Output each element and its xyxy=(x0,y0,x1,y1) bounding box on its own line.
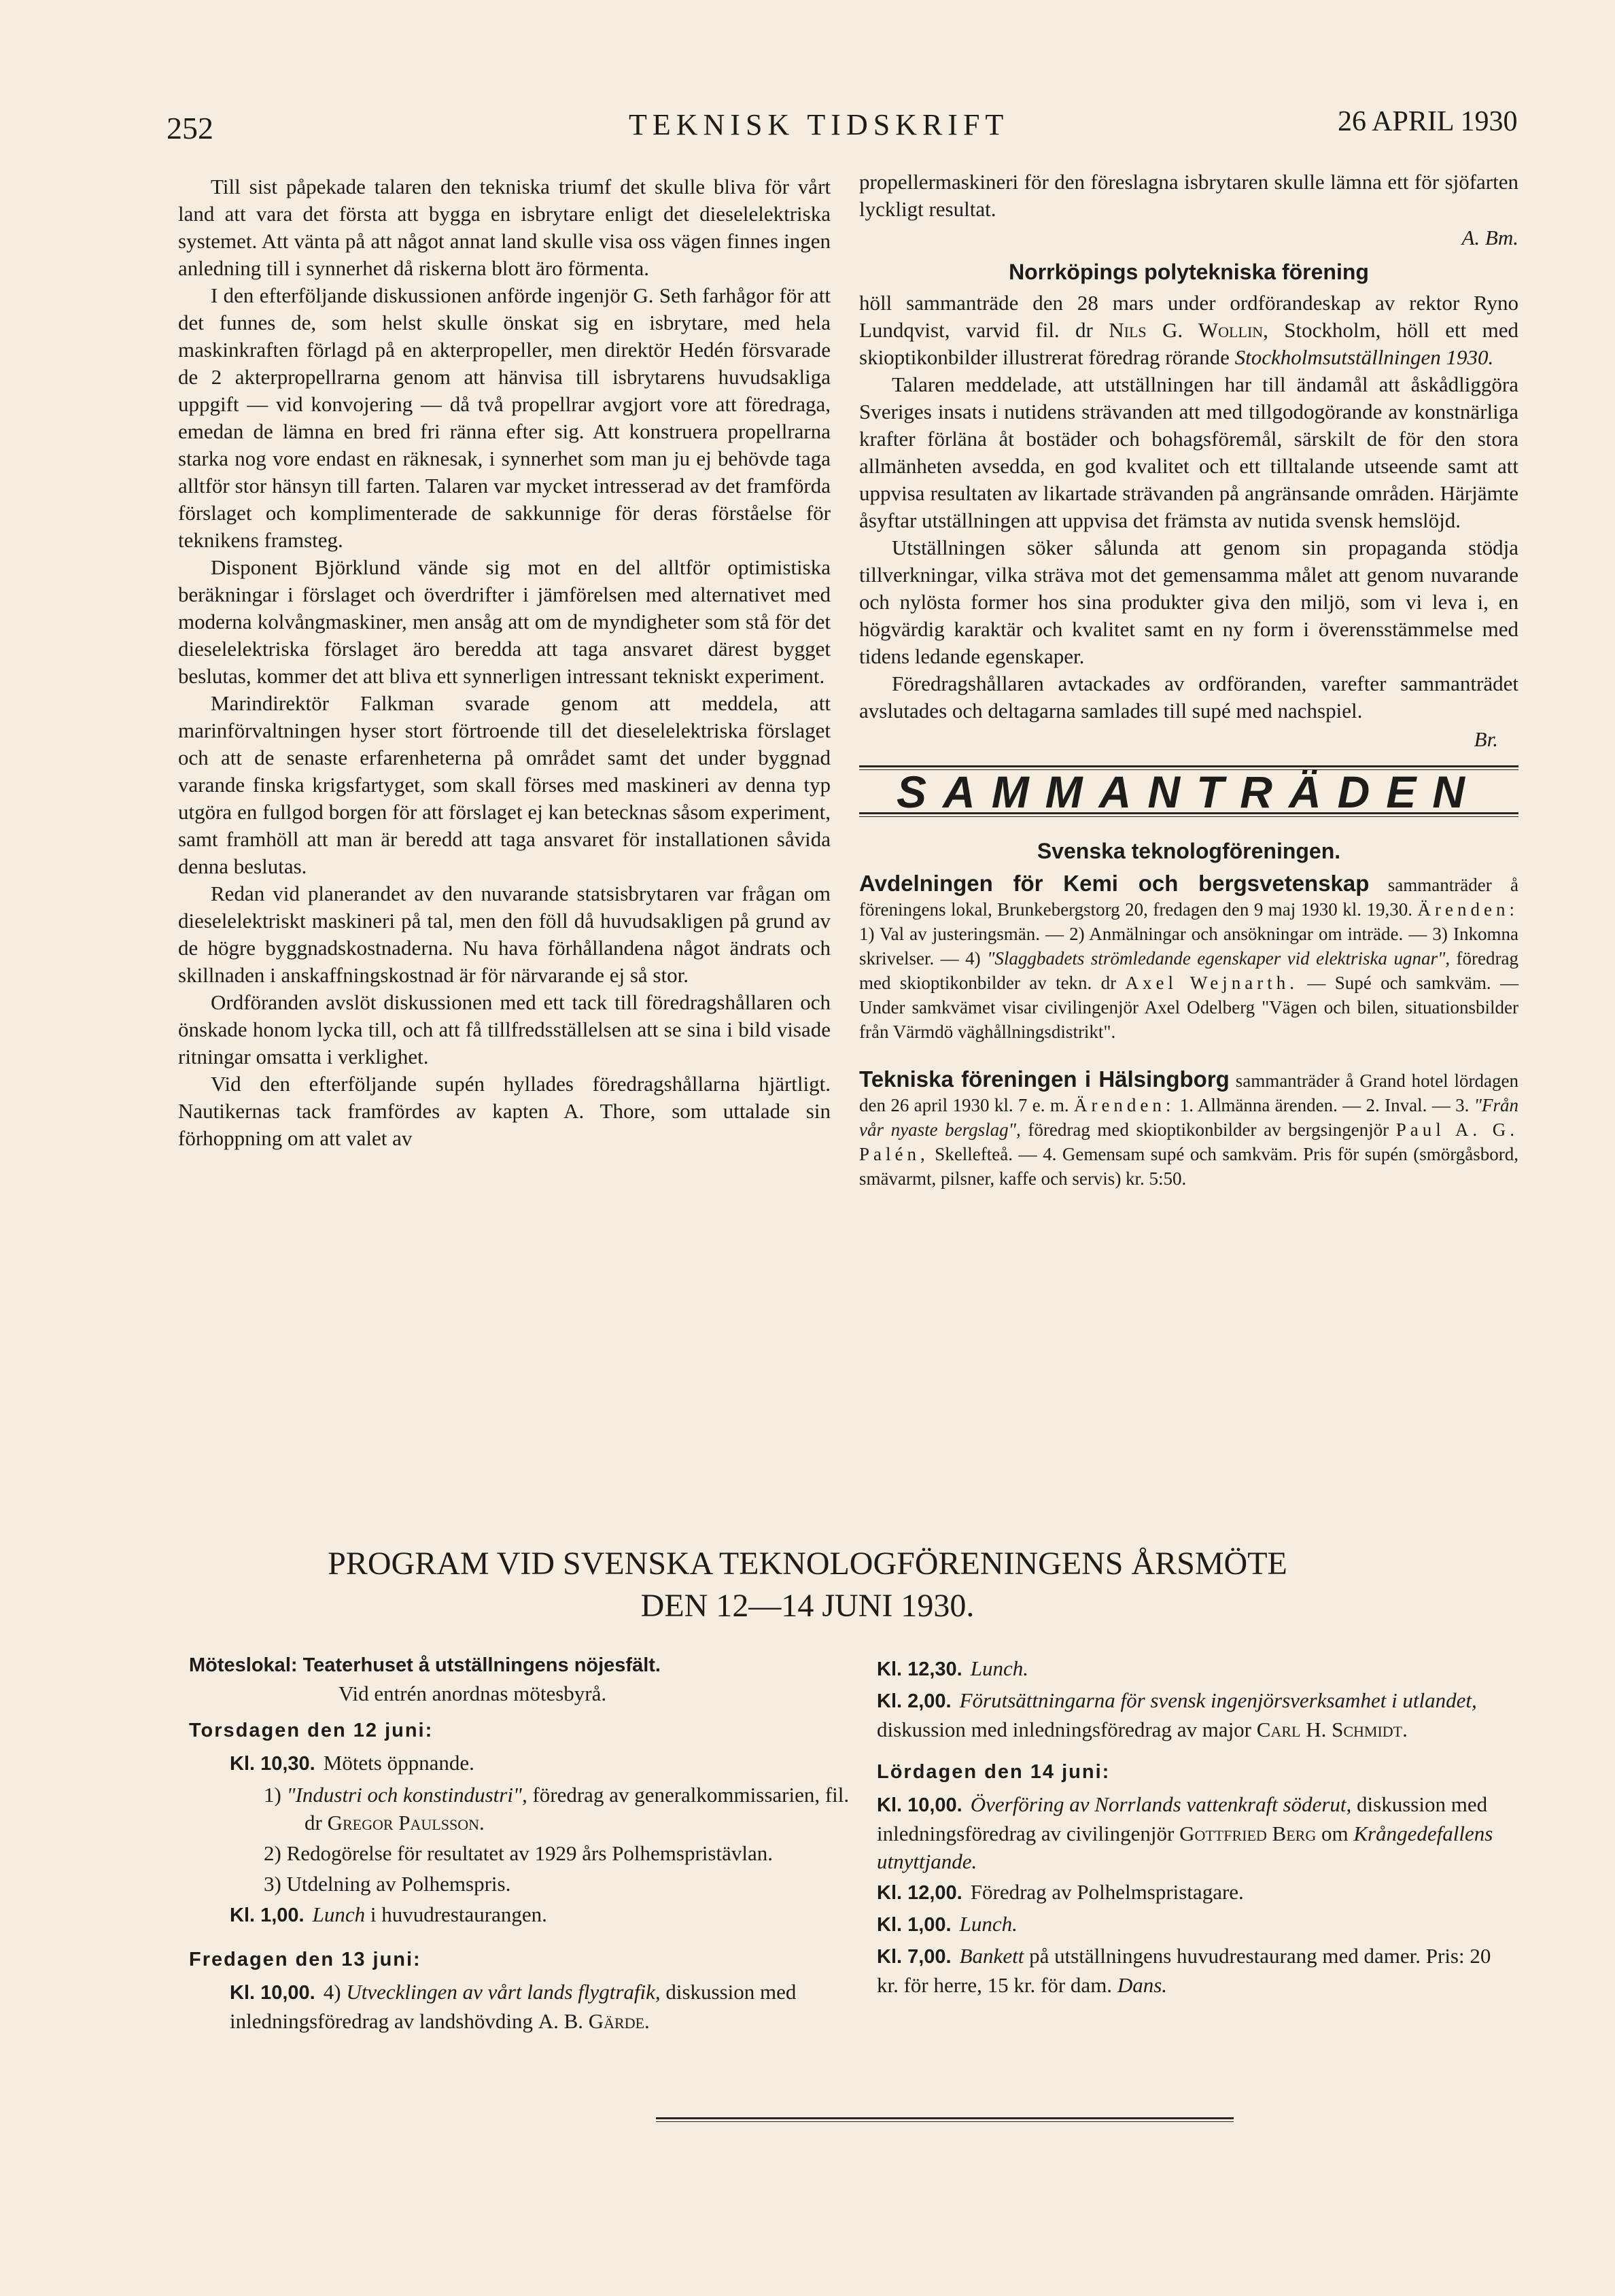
program-item: Kl. 10,00. 4) Utvecklingen av vårt lands flygtrafik, diskussion med inledningsföredrag av landshövding A. B. Gärde. xyxy=(230,1980,797,2033)
lecture-title: Stockholmsutställningen 1930. xyxy=(1234,345,1494,369)
page-number: 252 xyxy=(167,111,213,145)
paragraph: höll sammanträde den 28 mars under ordförandeskap av rektor Ryno Lundqvist, varvid fil. dr Nils G. Wollin, Stockholm, höll ett med skioptikonbilder illustrerat föredrag rörande Stockholmsutställningen 1930. xyxy=(859,291,1519,369)
paragraph: Talaren meddelade, att utställningen har till ändamål att åskådliggöra Sveriges insats i nutidens strävanden att med tillgodogörande av konstnärliga krafter förläna åt bostäder och bohagsföremål, särskilt de för den stora allmänheten avsedda, en god kvalitet och ett tilltalande utseende samt att uppvisa resultaten av likartade strävanden på angränsande områden. Härjämte åsyftar utställningen att uppvisa det främsta av nutida svensk hemslöjd. xyxy=(859,372,1518,532)
program-item: Kl. 12,00. Föredrag av Polhelmspristagare. xyxy=(877,1880,1244,1904)
paragraph: Vid den efterföljande supén hyllades föredragshållarna hjärtligt. Nautikernas tack framfördes av kapten A. Thore, som uttalade sin förhoppning om att valet av xyxy=(178,1072,831,1150)
running-title: TEKNISK TIDSKRIFT xyxy=(629,108,1009,141)
program-right-column xyxy=(877,1652,1516,2002)
program-item: Kl. 10,00. Överföring av Norrlands vattenkraft söderut, diskussion med inledningsföredrag av civilingenjör Gottfried Berg om Krångedefallens utnyttjande. xyxy=(877,1792,1493,1873)
program-item: Kl. 2,00. Förutsättningarna för svensk ingenjörsverksamhet i utlandet, diskussion med inledningsföredrag av major Carl H. Schmidt. xyxy=(877,1688,1477,1741)
right-column xyxy=(859,169,1518,1191)
meeting-notice: Avdelningen för Kemi och bergsvetenskap sammanträder å föreningens lokal, Brunkebergstorg 20, fredagen den 9 maj 1930 kl. 19,30. Ärenden: 1) Val av justeringsmän. — 2) Anmälningar och ansökningar om inträde. — 3) Inkomna skrivelser. — 4) "Slaggbadets strömledande egenskaper vid elektriska ugnar", föredrag med skioptikonbilder av tekn. dr Axel Wejnarth. — Supé och samkväm. — Under samkvämet visar civilingenjör Axel Odelberg "Vägen och bilen, situationsbilder från Värmdö väghållningsdistrikt". xyxy=(859,871,1519,1042)
program-item: 3) Utdelning av Polhemspris. xyxy=(264,1872,511,1896)
program-item: 1) "Industri och konstindustri", föredrag av generalkommissarien, fil. dr Gregor Paulsson. xyxy=(264,1783,850,1834)
paragraph: Redan vid planerandet av den nuvarande statsisbrytaren var frågan om dieselelektriskt maskineri på tal, men den föll då huvudsakligen på grund av de högre byggnadskostnaderna. Nu hava förhållandena något ändrats och skillnaden i anskaffningskostnad är för närvarande ej så stor. xyxy=(178,882,831,987)
paragraph: Disponent Björklund vände sig mot en del alltför optimistiska beräkningar i förslaget och överdrifter i jämförelsen med alternativet med moderna kolvångmaskiner, men ansåg att om de myndigheter som stå för det dieselelektriska förslaget äro beredda att taga ansvaret därest bygget beslutas, kommer det att bliva ett synnerligen intressant tekniskt experiment. xyxy=(178,555,831,688)
left-column xyxy=(178,173,831,1152)
meeting-notice: Tekniska föreningen i Hälsingborg sammanträder å Grand hotel lördagen den 26 april 1930 kl. 7 e. m. Ärenden: 1. Allmänna ärenden. — 2. Inval. — 3. "Från vår nyaste bergslag", föredrag med skioptikonbilder av bergsingenjör Paul A. G. Palén, Skellefteå. — 4. Gemensam supé och samkväm. Pris för supén (smörgåsbord, smävarmt, pilsner, kaffe och servis) kr. 5:50. xyxy=(859,1066,1519,1189)
paragraph: Utställningen söker sålunda att genom sin propaganda stödja tillverkningar, vilka sträva mot det gemensamma målet att genom nuvarande och nylösta former hos sina produkter giva den miljö, som vi leva i, en högvärdig karaktär och kvalitet samt en ny form i överensstämmelse med tidens ledande egenskaper. xyxy=(859,536,1518,668)
venue: Möteslokal: Teaterhuset å utställningens nöjesfält. xyxy=(189,1654,661,1676)
day-heading: Fredagen den 13 juni: xyxy=(189,1949,421,1970)
venue-note: Vid entrén anordnas mötesbyrå. xyxy=(338,1682,607,1705)
paragraph: Föredragshållaren avtackades av ordföranden, varefter sammanträdet avslutades och deltagarna samlades till supé med nachspiel. xyxy=(859,672,1518,723)
program-item: Kl. 1,00. Lunch. xyxy=(877,1912,1018,1936)
signature: A. Bm. xyxy=(1461,226,1518,249)
program-item: 2) Redogörelse för resultatet av 1929 års Polhemspristävlan. xyxy=(264,1841,773,1865)
program-item: Kl. 1,00. Lunch i huvudrestaurangen. xyxy=(230,1902,547,1926)
section-heading: Svenska teknologföreningen. xyxy=(1037,839,1341,863)
program-item: Kl. 10,30. Mötets öppnande. xyxy=(230,1751,474,1775)
section-banner: SAMMANTRÄDEN xyxy=(897,767,1481,817)
paragraph: Ordföranden avslöt diskussionen med ett tack till föredragshållaren och önskade honom lycka till, och att få tillfredsställelsen att se sina i bild visade ritningar omsatta i verklighet. xyxy=(178,990,831,1068)
program-item: Kl. 12,30. Lunch. xyxy=(877,1656,1028,1680)
program-left-column xyxy=(189,1652,855,2038)
paragraph: Till sist påpekade talaren den tekniska triumf det skulle bliva för vårt land att vara det första att bygga en isbrytare enligt det dieselelektriska systemet. Att vänta på att något annat land skulle visa oss vägen finnes ingen anledning till i synnerhet då riskerna blott äro förmenta. xyxy=(178,175,831,280)
program-title: PROGRAM VID SVENSKA TEKNOLOGFÖRENINGENS ÅRSMÖTE DEN 12—14 JUNI 1930. xyxy=(328,1546,1287,1624)
person-name: Nils G. Wollin xyxy=(1109,318,1264,342)
signature: Br. xyxy=(1474,727,1498,751)
program-item: Kl. 7,00. Bankett på utställningens huvudrestaurang med damer. Pris: 20 kr. för herre, 15 kr. för dam. Dans. xyxy=(877,1944,1491,1997)
issue-date: 26 APRIL 1930 xyxy=(1338,106,1518,137)
day-heading: Lördagen den 14 juni: xyxy=(877,1761,1111,1783)
day-heading: Torsdagen den 12 juni: xyxy=(189,1720,434,1741)
section-heading: Norrköpings polytekniska förening xyxy=(1009,260,1369,284)
bottom-divider xyxy=(656,2117,1234,2122)
paragraph: I den efterföljande diskussionen anförde ingenjör G. Seth farhågor för att det funnes de, som helst skulle önskat sig en isbrytare, med hela maskinkraften förlagd på en akterpropeller, men direktör Hedén försvarade de 2 akterpropellrarna genom att hänvisa till isbrytarens huvudsakliga uppgift — vid konvojering — då två propellrar avgjort vore att föredraga, emedan de lämna en bred fri ränna efter sig. Att konstruera propellrarna starka nog vore endast en räknesak, i synnerhet som man ju ej behövde taga alltför stor hänsyn till farten. Talaren var mycket intresserad av det framförda förslaget och komplimenterade de sakkunnige för deras förståelse för teknikens framsteg. xyxy=(178,283,831,552)
paragraph: Marindirektör Falkman svarade genom att meddela, att marinförvaltningen hyser stort förtroende till det dieselelektriska förslaget och att de senaste erfarenheterna på området samt det under byggnad varande finska krigsfartyget, som skall förses med maskineri av denna typ utgöra en fullgod borgen för att förslaget ej kan betecknas såsom experiment, samt framhöll att man är beredd att taga ansvaret för installationen såvida denna beslutas. xyxy=(178,691,831,878)
paragraph: propellermaskineri för den föreslagna isbrytaren skulle lämna ett för sjöfarten lyckligt resultat. xyxy=(859,170,1518,221)
